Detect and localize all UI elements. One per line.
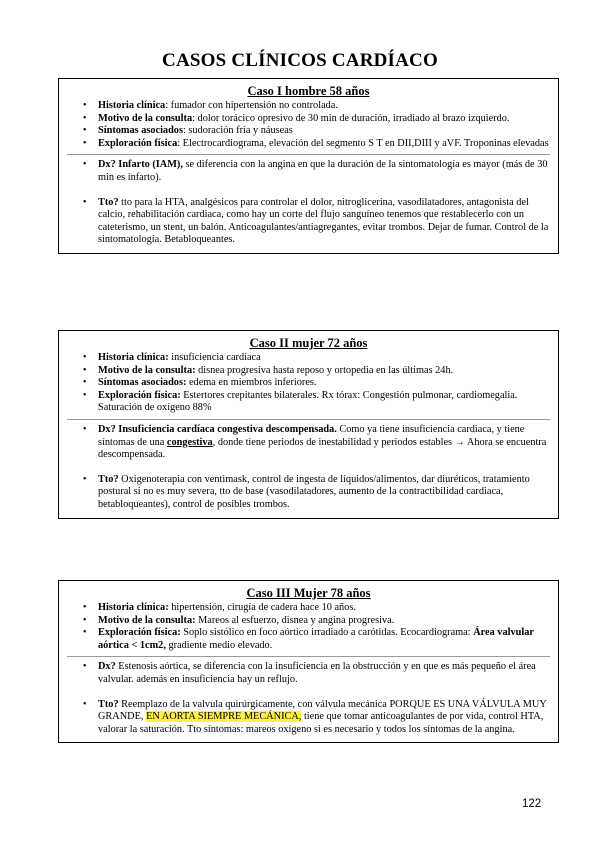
fact-label: Exploración física: bbox=[98, 627, 181, 639]
fact-text: : fumador con hipertensión no controlada. bbox=[165, 100, 338, 111]
fact-item bbox=[67, 627, 550, 652]
highlighted-text: EN AORTA SIEMPRE MECÁNICA, bbox=[146, 711, 302, 723]
treatment-item bbox=[67, 474, 550, 512]
fact-label: Motivo de la consulta: bbox=[98, 614, 196, 626]
fact-label: Síntomas asociados bbox=[98, 125, 183, 137]
diagnosis-item bbox=[67, 661, 550, 686]
tto-label: Tto? bbox=[98, 196, 119, 208]
case-title: Caso III Mujer 78 años bbox=[246, 586, 371, 600]
fact-label: Área valvular aórtica < 1cm2, bbox=[98, 627, 534, 651]
fact-text: Soplo sistólico en foco aórtico irradiado a carótidas. Ecocardiograma: bbox=[180, 627, 474, 639]
divider bbox=[67, 419, 550, 420]
fact-text: disnea progresiva hasta reposo y ortopedia en las últimas 24h. bbox=[195, 364, 454, 376]
fact-text: edema en miembros inferiores. bbox=[186, 377, 317, 389]
tto-text: tiene que tomar anticoagulantes de por vida, control HTA, valorar la saturación. Tto síntomas: mareos oxígeno si es necesario y todos los síntomas de la angina. bbox=[98, 711, 544, 735]
fact-text: Estertores crepitantes bilaterales. Rx tórax: Congestión pulmonar, cardiomegalia. Saturación de oxígeno 88% bbox=[98, 389, 518, 414]
fact-item bbox=[67, 377, 550, 390]
fact-text: : sudoración fría y náuseas bbox=[182, 125, 293, 137]
case-facts-list bbox=[67, 100, 550, 150]
page-number: 122 bbox=[522, 798, 542, 810]
treatment-item bbox=[67, 197, 550, 247]
diagnosis-item bbox=[67, 159, 550, 184]
fact-text: insuficiencia cardiaca bbox=[168, 352, 261, 363]
fact-item bbox=[67, 113, 550, 126]
dx-text: Como ya tiene insuficiencia cardiaca, y tiene síntomas de una bbox=[98, 423, 525, 448]
case-title: Caso I hombre 58 años bbox=[247, 84, 370, 98]
divider bbox=[67, 656, 550, 657]
fact-text: : dolor torácico opresivo de 30 min de duración, irradiado al brazo izquierdo. bbox=[192, 112, 510, 124]
fact-text: gradiente medio elevado. bbox=[165, 639, 273, 651]
dx-label: Dx? Infarto (IAM), bbox=[98, 159, 183, 171]
fact-label: Exploración física bbox=[98, 137, 178, 149]
case-facts-list bbox=[67, 352, 550, 415]
fact-item bbox=[67, 125, 550, 138]
fact-label: Historia clínica: bbox=[98, 602, 169, 613]
tto-text: Reemplazo de la valvula quirúrgicamente, con válvula mecánica PORQUE ES UNA VÁLVULA MUY GRANDE, bbox=[98, 698, 547, 723]
tto-text: Oxigenoterapia con ventimask, control de ingesta de líquidos/alimentos, dar diuréticos, tratamiento postural si no es muy severa, tto de base (vasodilatadores, aumento de la contractibilidad cardiaca, betabloqueantes), control de posibles trombos. bbox=[98, 473, 530, 510]
dx-tto-list bbox=[67, 661, 550, 736]
case-title: Caso II mujer 72 años bbox=[249, 336, 368, 350]
tto-label: Tto? bbox=[98, 473, 119, 485]
fact-label: Motivo de la consulta: bbox=[98, 364, 196, 376]
page-title: CASOS CLÍNICOS CARDÍACO bbox=[162, 50, 438, 71]
case-facts-list bbox=[67, 602, 550, 652]
divider bbox=[67, 154, 550, 155]
dx-tto-list bbox=[67, 159, 550, 247]
fact-label: Historia clínica: bbox=[98, 352, 169, 363]
fact-item bbox=[67, 352, 550, 365]
case-card bbox=[58, 580, 559, 743]
dx-text: se diferencia con la angina en que la duración de la sintomatología es mayor (más de 30 min es infarto). bbox=[98, 159, 548, 183]
fact-item bbox=[67, 390, 550, 415]
case-card bbox=[58, 330, 559, 519]
fact-item bbox=[67, 138, 550, 151]
dx-text: , donde tiene periodos de inestabilidad y periodos estables → Ahora se encuentra descompensada. bbox=[98, 436, 547, 461]
fact-text: Mareos al esfuerzo, disnea y angina progresiva. bbox=[195, 614, 395, 626]
diagnosis-item bbox=[67, 424, 550, 462]
fact-item bbox=[67, 365, 550, 378]
dx-text: Estenosis aórtica, se diferencia con la insuficiencia en la obstrucción y en que es más pequeño el área valvular. además en insuficiencia hay un reflujo. bbox=[98, 661, 536, 685]
fact-item bbox=[67, 602, 550, 615]
tto-text: tto para la HTA, analgésicos para controlar el dolor, nitroglicerina, vasodilatadores, antagonista del calcio, rehabilitación cardiaca, como hay un corte del flujo sanguíneo tenemos que restablecerlo con un cateterismo, un stent, un balón. Anticoagulantes/antiagregantes, evitar trombos. Dejar de fumar. Control de la sintomatología. Betabloqueantes. bbox=[98, 196, 549, 246]
dx-tto-list bbox=[67, 424, 550, 512]
fact-label: Motivo de la consulta bbox=[98, 112, 193, 124]
tto-label: Tto? bbox=[98, 698, 119, 710]
fact-item bbox=[67, 615, 550, 628]
fact-text: : Electrocardiograma, elevación del segmento S T en DII,DIII y aVF. Troponinas elevadas bbox=[177, 137, 549, 149]
fact-item bbox=[67, 100, 550, 113]
fact-label: Exploración física: bbox=[98, 389, 181, 401]
fact-text: hipertensión, cirugía de cadera hace 10 años. bbox=[168, 602, 356, 613]
fact-label: Síntomas asociados: bbox=[98, 377, 187, 389]
case-card bbox=[58, 78, 559, 254]
treatment-item bbox=[67, 699, 550, 737]
dx-emphasis: congestiva bbox=[166, 436, 213, 448]
fact-label: Historia clínica bbox=[98, 100, 166, 111]
dx-label: Dx? Insuficiencia cardíaca congestiva descompensada. bbox=[98, 423, 337, 435]
dx-label: Dx? bbox=[98, 661, 116, 673]
